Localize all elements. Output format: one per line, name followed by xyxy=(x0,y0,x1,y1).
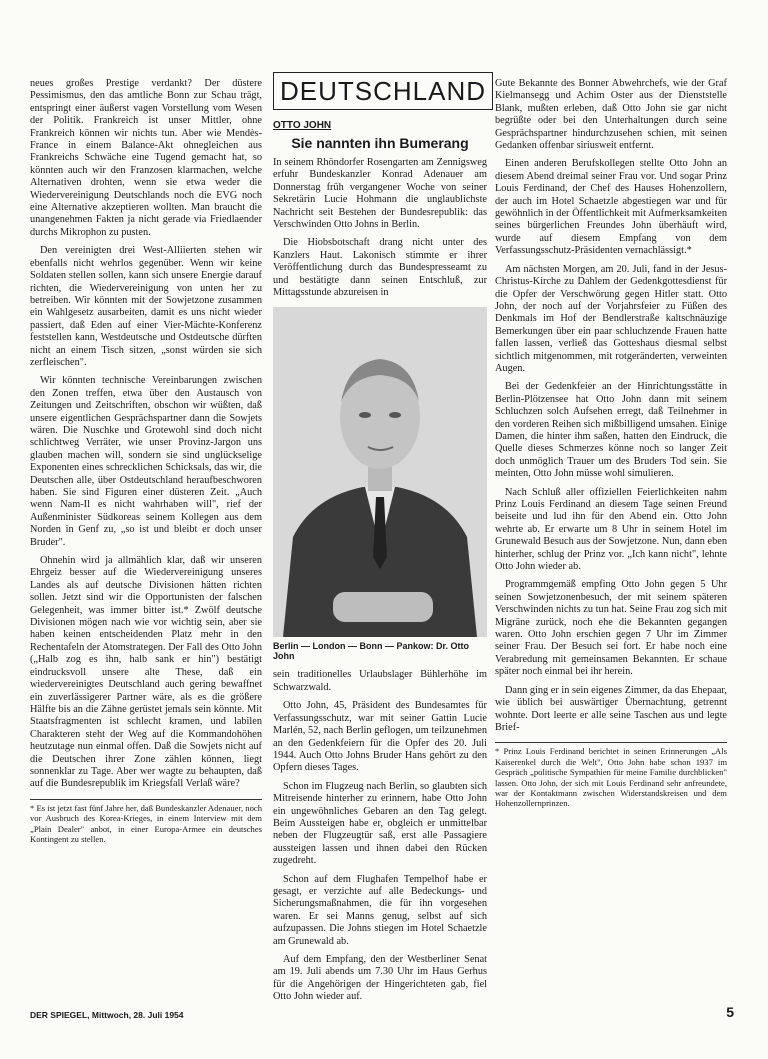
paragraph: Dann ging er in sein eigenes Zimmer, da das Ehepaar, wie üblich bei auswärtiger Übernachtung, getrennt wohnte. Dort leerte er alle seine Taschen aus und legte Brief- xyxy=(495,684,727,733)
paragraph: Otto John, 45, Präsident des Bundesamtes für Verfassungsschutz, war mit seiner Gattin Lucie Marlén, 52, nach Berlin geflogen, um teilzunehmen an den Gedenkfeiern für die Opfer des 20. Juli 1944. Auch Otto Johns Bruder Hans gehört zu den Opfern dieses Tages. xyxy=(273,700,487,774)
paragraph: Bei der Gedenkfeier an der Hinrichtungsstätte in Berlin-Plötzensee hat Otto John dann mit seinem Schluchzen solch Aufsehen erregt, daß Teilnehmer in den vorderen Reihen sich mißbilligend umsahen. Einige Damen, die hinter ihm saßen, hatten den Eindruck, die Quelle dieses Schmerzes könne noch so langer Zeit doch unmöglich Trauer um des Bruders Tod sein. Sie meinten, Otto John müsse wohl simulieren. xyxy=(495,381,727,480)
paragraph: Die Hiobsbotschaft drang nicht unter des Kanzlers Haut. Lakonisch stimmte er ihrer Veröffentlichung durch das Bundespresseamt zu und bestätigte dann seinen Entschluß, zur Mittagsstunde abzureisen in xyxy=(273,237,487,299)
column-right xyxy=(495,78,727,809)
paragraph: Schon im Flugzeug nach Berlin, so glaubten sich Mitreisende hinterher zu erinnern, habe Otto John ein ungewöhnliches Gebaren an den Tag gelegt. Beim Aussteigen habe er, obgleich er unmittelbar neben der Flugzeugtür saß, erst alle Passagiere aussteigen lassen und ihnen dabei den Rücken zugedreht. xyxy=(273,780,487,867)
page-number: 5 xyxy=(726,1004,734,1020)
paragraph: Einen anderen Berufskollegen stellte Otto John an diesem Abend dreimal seiner Frau vor. Und sogar Prinz Louis Ferdinand, der Chef des Hauses Hohenzollern, der auch im Hotel Schaetzle abgestiegen war und für gewöhnlich in der Öffentlichkeit mit Aufmerksamkeiten seines bürgerlichen Freundes John überhäuft wird, wurde auf diesem Empfang von dem Verfassungsschutz-Präsidenten vernachlässigt.* xyxy=(495,158,727,257)
portrait-photo xyxy=(273,307,487,637)
paragraph: Programmgemäß empfing Otto John gegen 5 Uhr seinen Sowjetzonenbesuch, der mit seinem späteren Verschwinden nichts zu tun hat. Seine Frau zog sich mit Migräne zurück, noch ehe die Bekannten gegangen waren. Otto John erschien gegen 7 Uhr im Zimmer seiner Frau. Der Besuch sei fort. Er habe noch eine Verabredung mit gemeinsamen Bekannten. Er schaue später noch einmal bei ihr herein. xyxy=(495,579,727,678)
paragraph: Den vereinigten drei West-Alliierten stehen wir ebenfalls nicht wehrlos gegenüber. Wenn wir keine Soldaten stellen sollen, kann sich unsere Energie darauf richten, die Wiedervereinigung von unten her zu betreiben. Wir könnten mit der Sowjetzone zusammen ein Wahlgesetz ausarbeiten, damit es uns nicht wieder passiert, daß Eden auf einer Vier-Mächte-Konferenz feststellen kann, Westdeutsche und Ostdeutsche dürften nicht an einem Tisch sitzen, „sonst würden sie sich zerfleischen". xyxy=(30,245,262,368)
column-left xyxy=(30,78,262,844)
paragraph: Am nächsten Morgen, am 20. Juli, fand in der Jesus-Christus-Kirche zu Dahlem der Gedenkgottesdienst für die Opfer der Verschwörung gegen Hitler statt. Otto John, der noch auf der Vorjahrsfeier zu Füßen des Denkmals im Hof der Bendlerstraße kaltschnäuzige Bemerkungen über ein paar schluchzende Frauen hatte fallen lassen, verließ das Gotteshaus diesmal selbst sichtlich mitgenommen, mit rotgeränderten, verweinten Augen. xyxy=(495,263,727,374)
paragraph: Ohnehin wird ja allmählich klar, daß wir unseren Ehrgeiz besser auf die Wiedervereinigung unseres Landes als auf deutsche Divisionen hätten richten sollen. Jetzt sind wir die Opportunisten der falschen Gelegenheit, was immer bitter ist.* Zwölf deutsche Divisionen mögen nach wie vor wichtig sein, aber sie haben keinen entscheidenden Platz mehr in den Rechentafeln der Atomstrategen. Der Fall des Otto John („Halb zog es ihn, halb sank er hin") bestätigt eindrucksvoll unsere alte These, daß ein wiedervereinigtes Deutschland auch gering bewaffnet ein zuverlässigerer Partner wäre, als es die größere Hälfte bis an die Zähne gerüstet jemals sein könnte. Mit Staatsfragmenten ist schlecht kramen, und labilen Charakteren steht der Weg auf die Kommandohöhen heutzutage nun einmal offen. Daß die Sowjets nicht auf die Deutschen ihrer Zone zählen können, liegt sonnenklar zu Tage. Aber wer wagte zu behaupten, daß auf die Bundesrepublik im Kriegsfall Verlaß wäre? xyxy=(30,555,262,790)
paragraph: Schon auf dem Flughafen Tempelhof habe er gesagt, er verzichte auf alle Bedeckungs- und Sicherungsmaßnahmen, die für ihn vorgesehen waren. Er sei Manns genug, selbst auf sich aufzupassen. Die Johns stiegen im Hotel Schaetzle am Grunewald ab. xyxy=(273,873,487,947)
portrait-illustration xyxy=(273,307,487,637)
article-headline: Sie nannten ihn Bumerang xyxy=(291,135,469,151)
kicker: OTTO JOHN xyxy=(273,120,332,131)
column-middle xyxy=(273,78,487,1010)
photo-caption: Berlin — London — Bonn — Pankow: Dr. Otto John xyxy=(273,641,469,662)
paragraph: sein traditionelles Urlaubslager Bühlerhöhe im Schwarzwald. xyxy=(273,669,487,693)
paragraph: Auf dem Empfang, den der Westberliner Senat am 19. Juli abends um 7.30 Uhr im Haus Gerhus für die Angehörigen der Hingerichteten gab, fiel Otto John wieder auf. xyxy=(273,954,487,1003)
paragraph: neues großes Prestige verdankt? Der düstere Pessimismus, den das amtliche Bonn zur Schau trägt, entspringt einer äußerst vagen Vorstellung vom Wesen der Politik. Frankreich ist unser Mittler, ohne Frankreich können wir nichts tun. Aber wie Mendès-France in einem Balance-Akt ohnegleichen aus Frankreichs Schwäche eine Tugend gemacht hat, so könnten auch wir den Franzosen klarmachen, welche Alternativen drohten, wenn sie etwa weder die Wiedervereinigung Deutschlands noch die EVG noch eine Alternative akzeptieren wollten. Man braucht die unangenehmen Fakten ja nicht gerade via Friedlaender durchs Mikrophon zu pusten. xyxy=(30,78,262,238)
section-title: DEUTSCHLAND xyxy=(273,72,493,110)
paragraph: Nach Schluß aller offiziellen Feierlichkeiten nahm Prinz Louis Ferdinand an diesem Tage seinen Freund beiseite und lud ihn für den Abend ein. Otto John wehrte ab. Er erwarte um 8 Uhr in seinem Hotel im Grunewald Besuch aus der Sowjetzone. Nun, dann eben hinterher, schlug der Prinz vor. „Ich kann nicht", lehnte Otto John wieder ab. xyxy=(495,486,727,573)
paragraph: Wir könnten technische Vereinbarungen zwischen den Zonen treffen, etwa über den Austausch von Zeitungen und Zeitschriften, obschon wir wüßten, daß unsere eigentlichen Gesprächspartner dann die Sowjets wären. Die Nuschke und Grotewohl sind doch nicht schlichtweg Verräter, wie unser Provinz-Jargon uns glauben machen will, sondern sie sind unglückselige Exponenten eines schrecklichen Schicksals, das wir, die Deutschen alle, über Ostdeutschland heraufbeschworen haben. Sie sind Figuren einer düsteren Zeit. „Auch wenn Nam-Il es nicht wahrhaben will", rief der Außenminister Südkoreas seinem Kollegen aus dem Norden in Genf zu, „so ist und bleibt er doch unser Bruder". xyxy=(30,375,262,548)
paragraph: In seinem Rhöndorfer Rosengarten am Zennigsweg erfuhr Bundeskanzler Konrad Adenauer am Donnerstag früh vergangener Woche von seiner Sekretärin Lucie Hohmann die unglaublichste Nachricht seit Bestehen der Bundesrepublik: das Verschwinden Otto Johns in Berlin. xyxy=(273,157,487,231)
footnote: * Prinz Louis Ferdinand berichtet in seinen Erinnerungen „Als Kaiserenkel durch die Welt", Otto John habe schon 1937 im Gespräch „politische Sympathien für meine Familie durchblicken" lassen. Otto John, der sich mit Louis Ferdinand sehr anfreundete, war der Kontaktmann zwischen Widerstandskreisen und dem Hohenzollernprinzen. xyxy=(495,742,727,808)
page-footer: DER SPIEGEL, Mittwoch, 28. Juli 1954 xyxy=(30,1010,184,1020)
paragraph: Gute Bekannte des Bonner Abwehrchefs, wie der Graf Kielmansegg und Achim Oster aus der Dienststelle Blank, mußten erleben, daß Otto John sie gar nicht begrüßte oder bei den Unterhaltungen durch seine Gesprächspartner hindurchzusehen schien, mit seinen Gedanken offenbar siriusweit entfernt. xyxy=(495,78,727,152)
footnote: * Es ist jetzt fast fünf Jahre her, daß Bundeskanzler Adenauer, noch vor Ausbruch des Korea-Krieges, in einem Interview mit dem „Plain Dealer" anbot, in einer Europa-Armee ein deutsches Kontingent zu stellen. xyxy=(30,799,262,845)
